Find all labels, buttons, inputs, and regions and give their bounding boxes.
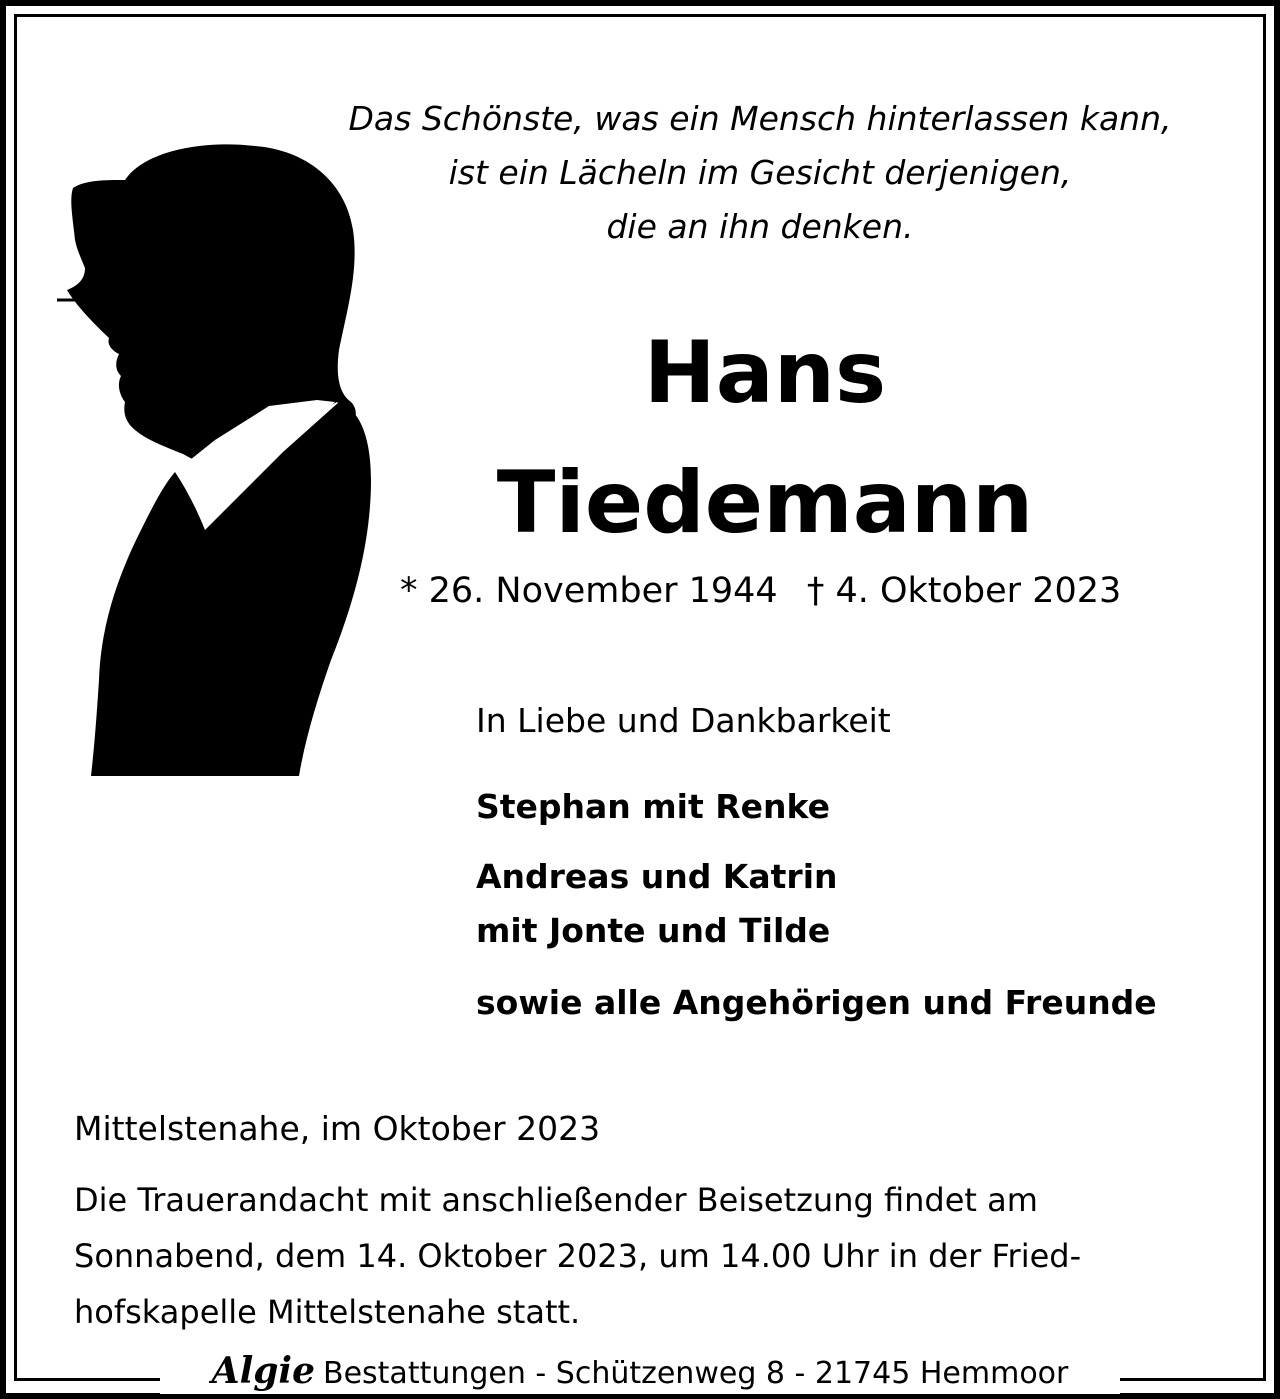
funeral-service-notice [74,1172,1224,1340]
footer-content [212,1348,1069,1397]
silhouette-figure [67,144,356,473]
place-and-date: Mittelstenahe, im Oktober 2023 [74,1109,601,1148]
life-dates [400,566,1140,616]
birth-date: * 26. November 1944 [400,571,778,611]
mourner-entry: mit Jonte und Tilde [476,911,831,950]
deceased-last-name: Tiedemann [496,453,1034,553]
deceased-first-name: Hans [643,323,887,423]
mourners-block [476,696,1236,1030]
silhouette-portrait [55,140,385,780]
service-line: hofskapelle Mittelstenahe statt. [74,1293,581,1331]
mourner-entry: Stephan mit Renke [476,787,830,826]
funeral-home-logo: Algie [211,1350,315,1392]
mourners-intro: In Liebe und Dankbarkeit [476,701,891,740]
service-line: Die Trauerandacht mit anschließender Beisetzung findet am [74,1181,1038,1219]
mourner-entry: Andreas und Katrin [476,857,838,896]
quote-line: Das Schönste, was ein Mensch hinterlassen kann, [348,99,1172,138]
service-line: Sonnabend, dem 14. Oktober 2023, um 14.00 Uhr in der Fried- [74,1237,1082,1275]
memorial-quote [300,92,1220,254]
funeral-home-address: Bestattungen - Schützenweg 8 - 21745 Hemmoor [323,1356,1069,1391]
mourner-entry: sowie alle Angehörigen und Freunde [476,983,1157,1022]
death-date: † 4. Oktober 2023 [806,571,1122,611]
quote-line: ist ein Lächeln im Gesicht derjenigen, [448,153,1072,192]
funeral-home-footer [160,1348,1120,1394]
quote-line: die an ihn denken. [606,207,914,246]
